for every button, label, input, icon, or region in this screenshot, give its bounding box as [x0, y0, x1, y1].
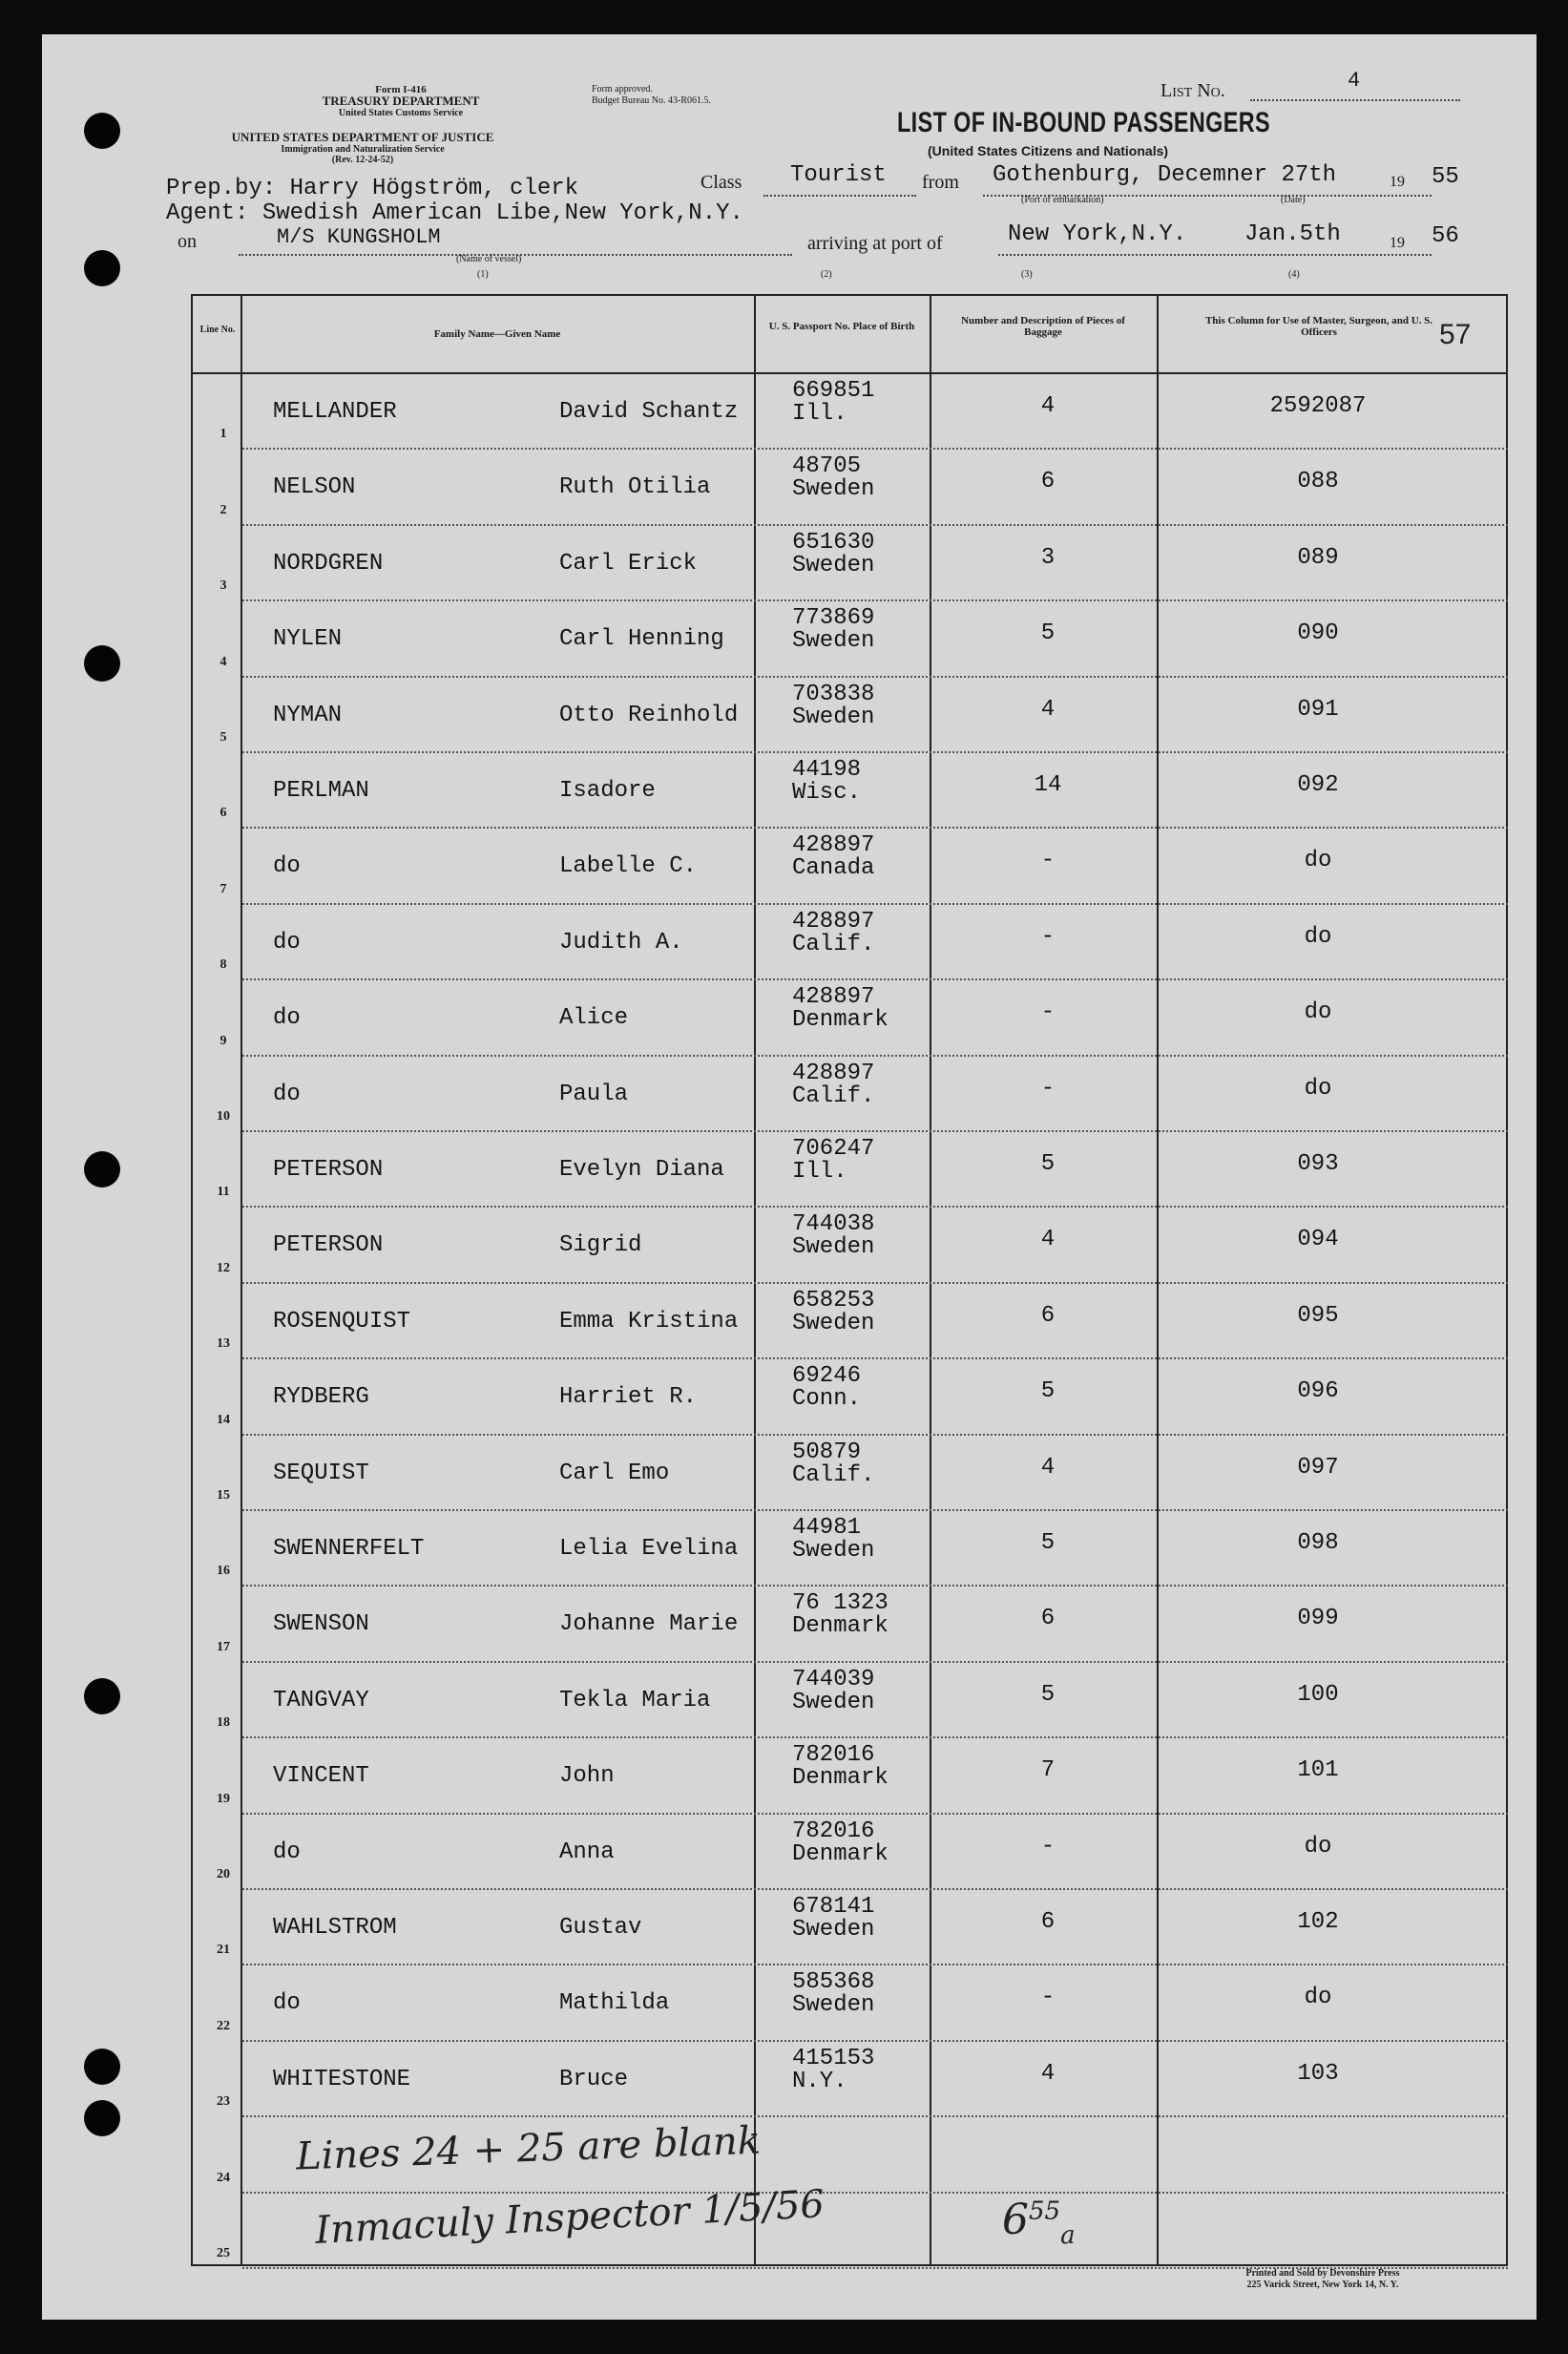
- place-of-birth: Denmark: [792, 1007, 889, 1034]
- official-number: 090: [1297, 620, 1339, 647]
- line-number: 23: [217, 2094, 230, 2110]
- table-row: [193, 1284, 1508, 1359]
- place-of-birth: N.Y.: [792, 2068, 847, 2094]
- family-name: do: [273, 1839, 301, 1865]
- table-row: [193, 601, 1508, 677]
- passport-number: 706247: [792, 1136, 875, 1162]
- binder-hole: [84, 250, 120, 286]
- form-number: Form I-416: [375, 84, 427, 95]
- count-subscript: a: [1060, 2220, 1076, 2250]
- revision-date: (Rev. 12-24-52): [331, 155, 394, 165]
- line-number: 4: [220, 654, 227, 669]
- line-number: 16: [217, 1564, 230, 1579]
- official-number: 097: [1297, 1454, 1339, 1481]
- prepared-by: Prep.by: Harry Högström, clerk: [166, 176, 579, 201]
- line-number: 13: [217, 1336, 230, 1352]
- table-row: [193, 1587, 1508, 1662]
- arrival-year: 56: [1432, 223, 1459, 249]
- passport-number: 428897: [792, 908, 875, 935]
- count-main: 6: [1002, 2196, 1029, 2244]
- port-caption: (Port of embarkation): [1021, 195, 1104, 205]
- place-of-birth: Calif.: [792, 1461, 875, 1488]
- place-of-birth: Sweden: [792, 1917, 875, 1943]
- passport-number: 744038: [792, 1211, 875, 1238]
- table-row: [193, 1132, 1508, 1208]
- column-header-baggage: Number and Description of Pieces of Baggage: [961, 315, 1125, 338]
- class-value: Tourist: [790, 162, 887, 188]
- table-row: [193, 526, 1508, 601]
- baggage-count: -: [1040, 1075, 1056, 1102]
- given-name: Carl Emo: [559, 1460, 670, 1486]
- line-number: 24: [217, 2170, 230, 2185]
- baggage-count: 5: [1040, 1530, 1056, 1556]
- baggage-count: 7: [1040, 1757, 1056, 1784]
- baggage-count: 5: [1040, 1681, 1056, 1708]
- given-name: Bruce: [559, 2066, 629, 2092]
- caption-3: (3): [1021, 269, 1033, 280]
- passport-number: 48705: [792, 453, 862, 480]
- line-number: 21: [217, 1943, 230, 1958]
- given-name: Sigrid: [559, 1232, 642, 1259]
- given-name: Evelyn Diana: [559, 1157, 724, 1183]
- official-number: 088: [1297, 469, 1339, 495]
- arrival-year-prefix: 19: [1390, 235, 1405, 251]
- inspector-signature: Inmaculy Inspector 1/5/56: [314, 2182, 826, 2253]
- given-name: Carl Henning: [559, 626, 724, 653]
- column-header-officers: This Column for Use of Master, Surgeon, and U. S. Officers: [1204, 315, 1433, 338]
- baggage-count: 5: [1040, 1378, 1056, 1405]
- official-number: 089: [1297, 544, 1339, 571]
- family-name: NYLEN: [273, 626, 343, 653]
- place-of-birth: Calif.: [792, 1082, 875, 1109]
- place-of-birth: Denmark: [792, 1613, 889, 1640]
- binder-hole: [84, 1678, 120, 1714]
- from-year: 55: [1432, 164, 1459, 190]
- treasury-department: TREASURY DEPARTMENT: [322, 94, 480, 108]
- baggage-count: 6: [1040, 1302, 1056, 1329]
- passport-number: 651630: [792, 529, 875, 556]
- family-name: WHITESTONE: [273, 2066, 411, 2092]
- table-row: [193, 829, 1508, 904]
- line-number: 11: [217, 1185, 230, 1200]
- place-of-birth: Sweden: [792, 628, 875, 655]
- passport-number: 76 1323: [792, 1590, 889, 1617]
- given-name: Isadore: [559, 778, 656, 804]
- place-of-birth: Sweden: [792, 1689, 875, 1715]
- vessel-caption: (Name of vessel): [456, 254, 522, 264]
- line-number: 14: [217, 1412, 230, 1427]
- official-number: 098: [1297, 1530, 1339, 1556]
- family-name: do: [273, 1990, 301, 2017]
- family-name: PETERSON: [273, 1157, 384, 1183]
- given-name: Lelia Evelina: [559, 1536, 739, 1562]
- page-subtitle: (United States Citizens and Nationals): [928, 143, 1169, 158]
- line-number: 25: [217, 2245, 230, 2260]
- official-number: 101: [1297, 1757, 1339, 1784]
- official-number: do: [1304, 1833, 1332, 1860]
- given-name: David Schantz: [559, 399, 739, 425]
- table-row: [193, 1815, 1508, 1890]
- passport-number: 585368: [792, 1969, 875, 1996]
- table-row: [193, 450, 1508, 525]
- family-name: do: [273, 1005, 301, 1032]
- caption-4: (4): [1288, 269, 1300, 280]
- official-number: 091: [1297, 696, 1339, 723]
- baggage-count: -: [1040, 999, 1056, 1026]
- baggage-count: 5: [1040, 1151, 1056, 1177]
- column-header-line: Line No.: [199, 325, 236, 335]
- family-name: SWENSON: [273, 1611, 369, 1638]
- class-label: Class: [700, 172, 742, 193]
- line-number: 8: [220, 957, 227, 973]
- line-number: 12: [217, 1260, 230, 1275]
- baggage-count: 5: [1040, 620, 1056, 647]
- given-name: Harriet R.: [559, 1384, 698, 1411]
- official-number: 100: [1297, 1681, 1339, 1708]
- given-name: Judith A.: [559, 929, 683, 956]
- count-superscript: 55: [1029, 2196, 1061, 2226]
- passport-number: 703838: [792, 681, 875, 707]
- passport-number: 44981: [792, 1515, 862, 1541]
- baggage-count: 4: [1040, 393, 1056, 419]
- form-approved: Form approved.: [592, 84, 653, 95]
- given-name: Ruth Otilia: [559, 474, 711, 501]
- official-number: 2592087: [1269, 393, 1367, 419]
- baggage-count: 4: [1040, 1227, 1056, 1253]
- arrival-date: Jan.5th: [1244, 221, 1341, 247]
- given-name: Paula: [559, 1081, 629, 1107]
- table-row: [193, 2042, 1508, 2117]
- agent-line: Agent: Swedish American Libe,New York,N.Y.: [166, 200, 743, 226]
- official-number: 095: [1297, 1302, 1339, 1329]
- passport-number: 44198: [792, 757, 862, 783]
- passport-number: 678141: [792, 1894, 875, 1920]
- family-name: NELSON: [273, 474, 356, 501]
- baggage-count: 4: [1040, 1454, 1056, 1481]
- line-number: 2: [220, 502, 227, 517]
- passport-number: 669851: [792, 378, 875, 404]
- baggage-count: 3: [1040, 544, 1056, 571]
- justice-department: UNITED STATES DEPARTMENT OF JUSTICE: [231, 130, 494, 144]
- given-name: Anna: [559, 1839, 615, 1865]
- family-name: SEQUIST: [273, 1460, 369, 1486]
- given-name: Tekla Maria: [559, 1687, 711, 1713]
- official-number: 092: [1297, 772, 1339, 798]
- line-number: 7: [220, 881, 227, 896]
- passport-number: 50879: [792, 1439, 862, 1465]
- official-number: 094: [1297, 1227, 1339, 1253]
- passport-number: 69246: [792, 1363, 862, 1390]
- passport-number: 428897: [792, 1060, 875, 1086]
- list-no-label: List No.: [1160, 80, 1225, 101]
- given-name: Emma Kristina: [559, 1308, 739, 1335]
- table-row: [193, 1511, 1508, 1587]
- given-name: Otto Reinhold: [559, 702, 739, 728]
- passport-number: 428897: [792, 832, 875, 859]
- place-of-birth: Denmark: [792, 1840, 889, 1867]
- baggage-count: 6: [1040, 1606, 1056, 1632]
- page-title: LIST OF IN-BOUND PASSENGERS: [897, 107, 1271, 138]
- caption-2: (2): [821, 269, 832, 280]
- table-row: [193, 1965, 1508, 2041]
- baggage-count: 4: [1040, 2060, 1056, 2087]
- binder-hole: [84, 2100, 120, 2136]
- given-name: Gustav: [559, 1915, 642, 1941]
- place-of-birth: Denmark: [792, 1765, 889, 1792]
- line-number: 15: [217, 1487, 230, 1503]
- customs-service: United States Customs Service: [338, 108, 464, 118]
- passport-number: 782016: [792, 1818, 875, 1844]
- place-of-birth: Sweden: [792, 1310, 875, 1336]
- line-number: 10: [217, 1108, 230, 1124]
- handwritten-blank-lines-note: Lines 24 + 25 are blank: [295, 2118, 762, 2179]
- table-row: [193, 753, 1508, 829]
- baggage-count: 4: [1040, 696, 1056, 723]
- line-number: 17: [217, 1639, 230, 1654]
- place-of-birth: Sweden: [792, 1992, 875, 2019]
- line-number: 22: [217, 2018, 230, 2033]
- family-name: WAHLSTROM: [273, 1915, 397, 1941]
- place-of-birth: Calif.: [792, 931, 875, 957]
- given-name: John: [559, 1763, 615, 1790]
- column-header-passport: U. S. Passport No. Place of Birth: [768, 321, 915, 332]
- family-name: PERLMAN: [273, 778, 369, 804]
- family-name: RYDBERG: [273, 1384, 369, 1411]
- place-of-birth: Conn.: [792, 1386, 862, 1413]
- passport-number: 415153: [792, 2045, 875, 2071]
- family-name: PETERSON: [273, 1232, 384, 1259]
- official-number: do: [1304, 999, 1332, 1026]
- table-row: [193, 1890, 1508, 1965]
- binder-hole: [84, 113, 120, 149]
- official-number: 093: [1297, 1151, 1339, 1177]
- family-name: SWENNERFELT: [273, 1536, 425, 1562]
- official-number: do: [1304, 923, 1332, 950]
- list-no-value: 4: [1348, 69, 1361, 93]
- binder-hole: [84, 645, 120, 682]
- immigration-service: Immigration and Naturalization Service: [281, 144, 445, 155]
- given-name: Labelle C.: [559, 853, 698, 880]
- place-of-birth: Ill.: [792, 401, 847, 427]
- baggage-count: 6: [1040, 1909, 1056, 1935]
- binder-hole: [84, 2049, 120, 2085]
- line-number: 6: [220, 806, 227, 821]
- passport-number: 782016: [792, 1742, 875, 1769]
- official-number: 096: [1297, 1378, 1339, 1405]
- place-of-birth: Wisc.: [792, 780, 862, 806]
- passport-number: 428897: [792, 984, 875, 1011]
- vessel-name: M/S KUNGSHOLM: [277, 225, 441, 249]
- line-number: 1: [220, 427, 227, 442]
- caption-1: (1): [477, 269, 489, 280]
- table-row: [193, 1359, 1508, 1435]
- official-number: do: [1304, 1985, 1332, 2011]
- embarkation-port-date: Gothenburg, Decemner 27th: [993, 162, 1337, 188]
- family-name: NYMAN: [273, 702, 343, 728]
- arrival-port: New York,N.Y.: [1008, 221, 1187, 247]
- table-row: [193, 1436, 1508, 1511]
- baggage-count: -: [1040, 1985, 1056, 2011]
- baggage-count: 14: [1034, 772, 1062, 798]
- given-name: Mathilda: [559, 1990, 670, 2017]
- table-row: [193, 1663, 1508, 1738]
- from-label: from: [922, 172, 959, 193]
- official-number: do: [1304, 848, 1332, 874]
- official-number: 099: [1297, 1606, 1339, 1632]
- on-label: on: [178, 231, 197, 252]
- baggage-count: -: [1040, 1833, 1056, 1860]
- table-row: [193, 1208, 1508, 1283]
- table-row: [193, 905, 1508, 980]
- place-of-birth: Sweden: [792, 476, 875, 503]
- place-of-birth: Sweden: [792, 552, 875, 578]
- line-number: 19: [217, 1791, 230, 1806]
- family-name: do: [273, 853, 301, 880]
- table-row: [193, 1738, 1508, 1814]
- family-name: TANGVAY: [273, 1687, 369, 1713]
- official-number: 102: [1297, 1909, 1339, 1935]
- given-name: Carl Erick: [559, 550, 698, 577]
- budget-bureau: Budget Bureau No. 43-R061.5.: [592, 95, 711, 106]
- date-caption: (Date): [1281, 195, 1306, 205]
- official-number: do: [1304, 1075, 1332, 1102]
- printer-imprint-1: Printed and Sold by Devonshire Press: [1245, 2268, 1400, 2279]
- table-row: [193, 980, 1508, 1056]
- from-year-prefix: 19: [1390, 174, 1405, 190]
- line-number: 20: [217, 1866, 230, 1881]
- line-number: 18: [217, 1715, 230, 1731]
- family-name: VINCENT: [273, 1763, 369, 1790]
- place-of-birth: Ill.: [792, 1159, 847, 1185]
- passport-number: 658253: [792, 1287, 875, 1314]
- column-header-name: Family Name—Given Name: [433, 328, 561, 340]
- given-name: Alice: [559, 1005, 629, 1032]
- page-number: 57: [1439, 319, 1472, 350]
- given-name: Johanne Marie: [559, 1611, 739, 1638]
- table-row: [193, 374, 1508, 450]
- place-of-birth: Sweden: [792, 1234, 875, 1261]
- family-name: do: [273, 929, 301, 956]
- line-number: 3: [220, 578, 227, 594]
- place-of-birth: Canada: [792, 855, 875, 882]
- table-row: [193, 678, 1508, 753]
- passenger-table: [191, 294, 1508, 2266]
- baggage-count: -: [1040, 923, 1056, 950]
- family-name: MELLANDER: [273, 399, 397, 425]
- family-name: NORDGREN: [273, 550, 384, 577]
- line-number: 5: [220, 729, 227, 745]
- printer-imprint-2: 225 Varick Street, New York 14, N. Y.: [1246, 2280, 1399, 2290]
- table-row: [193, 1057, 1508, 1132]
- baggage-count: -: [1040, 848, 1056, 874]
- handwritten-count: [1002, 2196, 1076, 2250]
- family-name: do: [273, 1081, 301, 1107]
- passport-number: 773869: [792, 605, 875, 632]
- family-name: ROSENQUIST: [273, 1308, 411, 1335]
- official-number: 103: [1297, 2060, 1339, 2087]
- line-number: 9: [220, 1033, 227, 1048]
- passport-number: 744039: [792, 1666, 875, 1692]
- place-of-birth: Sweden: [792, 704, 875, 730]
- arriving-label: arriving at port of: [807, 233, 943, 254]
- binder-hole: [84, 1151, 120, 1188]
- place-of-birth: Sweden: [792, 1538, 875, 1564]
- baggage-count: 6: [1040, 469, 1056, 495]
